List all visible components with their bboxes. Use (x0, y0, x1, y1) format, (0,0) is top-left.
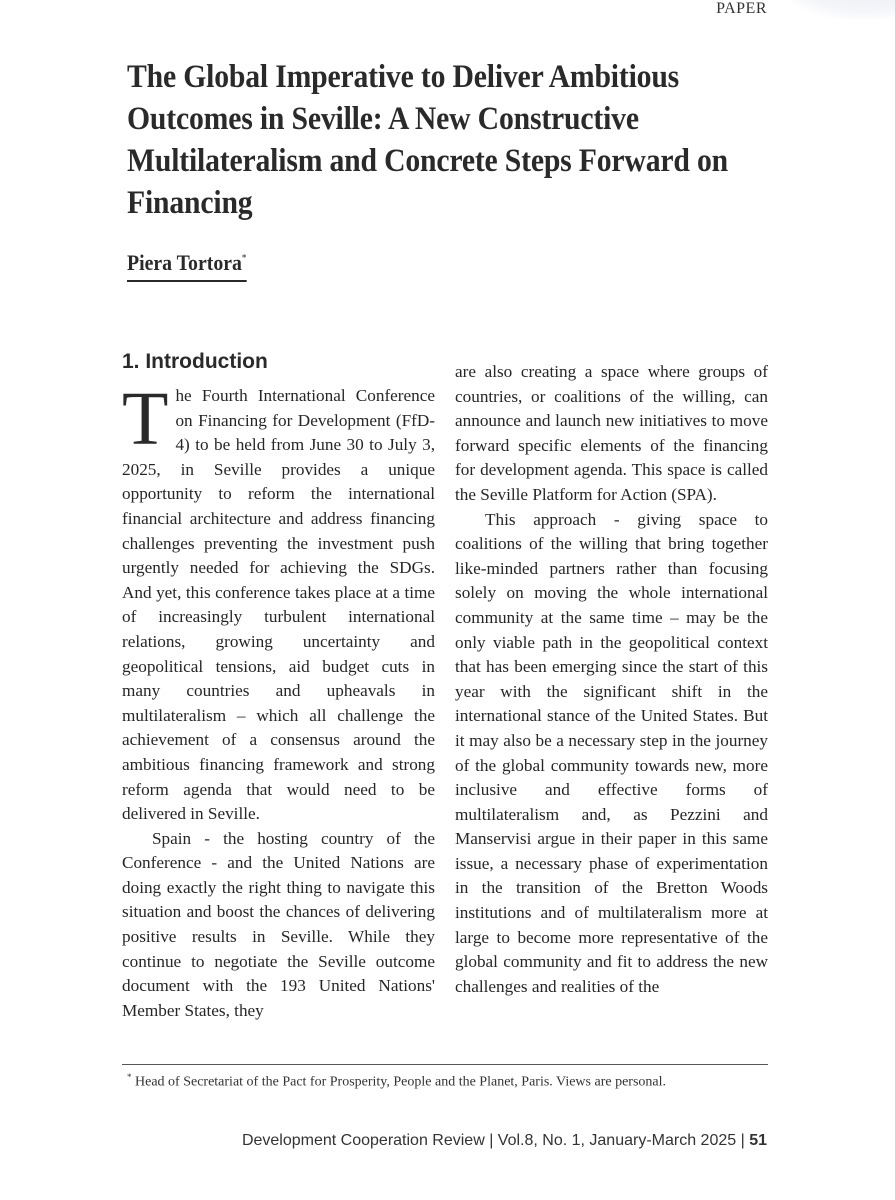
journal-citation: Development Cooperation Review | Vol.8, No. 1, January-March 2025 | (241, 1132, 745, 1149)
footnote-text: Head of Secretariat of the Pact for Prosperity, People and the Planet, Paris. Views are personal. (135, 1074, 666, 1090)
article-title: The Global Imperative to Deliver Ambitious Outcomes in Seville: A New Constructive Multilateralism and Concrete Steps Forward on Financing (127, 59, 728, 221)
paragraph-2: Spain - the hosting country of the Conference - and the United Nations are doing exactly the right thing to navigate this situation and boost the chances of delivering positive results in Seville. While they continue to negotiate the Seville outcome document with the 193 United Nations' Member States, they (122, 828, 435, 1020)
paragraph-1 (122, 377, 435, 827)
paragraph-3: This approach - giving space to coalitions of the willing that bring together like-minded partners rather than focusing solely on moving the whole international community at the same time – may be the only viable path in the geopolitical context that has been emerging since the start of this year with the significant shift in the international stance of the United States. But it may also be a necessary step in the journey of the global community towards new, more inclusive and effective forms of multilateralism and, as Pezzini and Manservisi argue in their paper in this same issue, a necessary phase of experimentation in the transition of the Bretton Woods institutions and of multilateralism more at large to become more representative of the global community and fit to address the new challenges and realities of the (455, 509, 768, 996)
journal-footer (242, 1132, 767, 1150)
corner-shadow-decoration (775, 0, 895, 20)
section-label: PAPER (716, 0, 767, 17)
section-heading: 1. Introduction (122, 350, 268, 373)
author-byline (127, 250, 246, 282)
author-name: Piera Tortora (127, 250, 242, 275)
text-column-right (455, 360, 768, 999)
footnote-divider (122, 1064, 768, 1065)
footnote-marker: * (127, 1072, 132, 1082)
page-number: 51 (749, 1132, 767, 1149)
paragraph-2-continued: are also creating a space where groups of countries, or coalitions of the willing, can announce and launch new initiatives to move forward specific elements of the financing for development agenda. This space is called the Seville Platform for Action (SPA). (455, 362, 768, 504)
footnote (127, 1072, 666, 1091)
drop-cap: T (122, 377, 169, 461)
text-column-left (122, 377, 435, 1023)
author-footnote-marker: * (241, 253, 247, 264)
paragraph-1-text: he Fourth International Conference on Financing for Development (FfD-4) to be held from June 30 to July 3, 2025, in Seville provides a unique opportunity to reform the international financial architecture and address financing challenges preventing the investment push urgently needed for achieving the SDGs. And yet, this conference takes place at a time of increasingly turbulent international relations, growing uncertainty and geopolitical tensions, aid budget cuts in many countries and upheavals in multilateralism – which all challenge the achievement of a consensus around the ambitious financing framework and strong reform agenda that would need to be delivered in Seville. (122, 386, 435, 824)
